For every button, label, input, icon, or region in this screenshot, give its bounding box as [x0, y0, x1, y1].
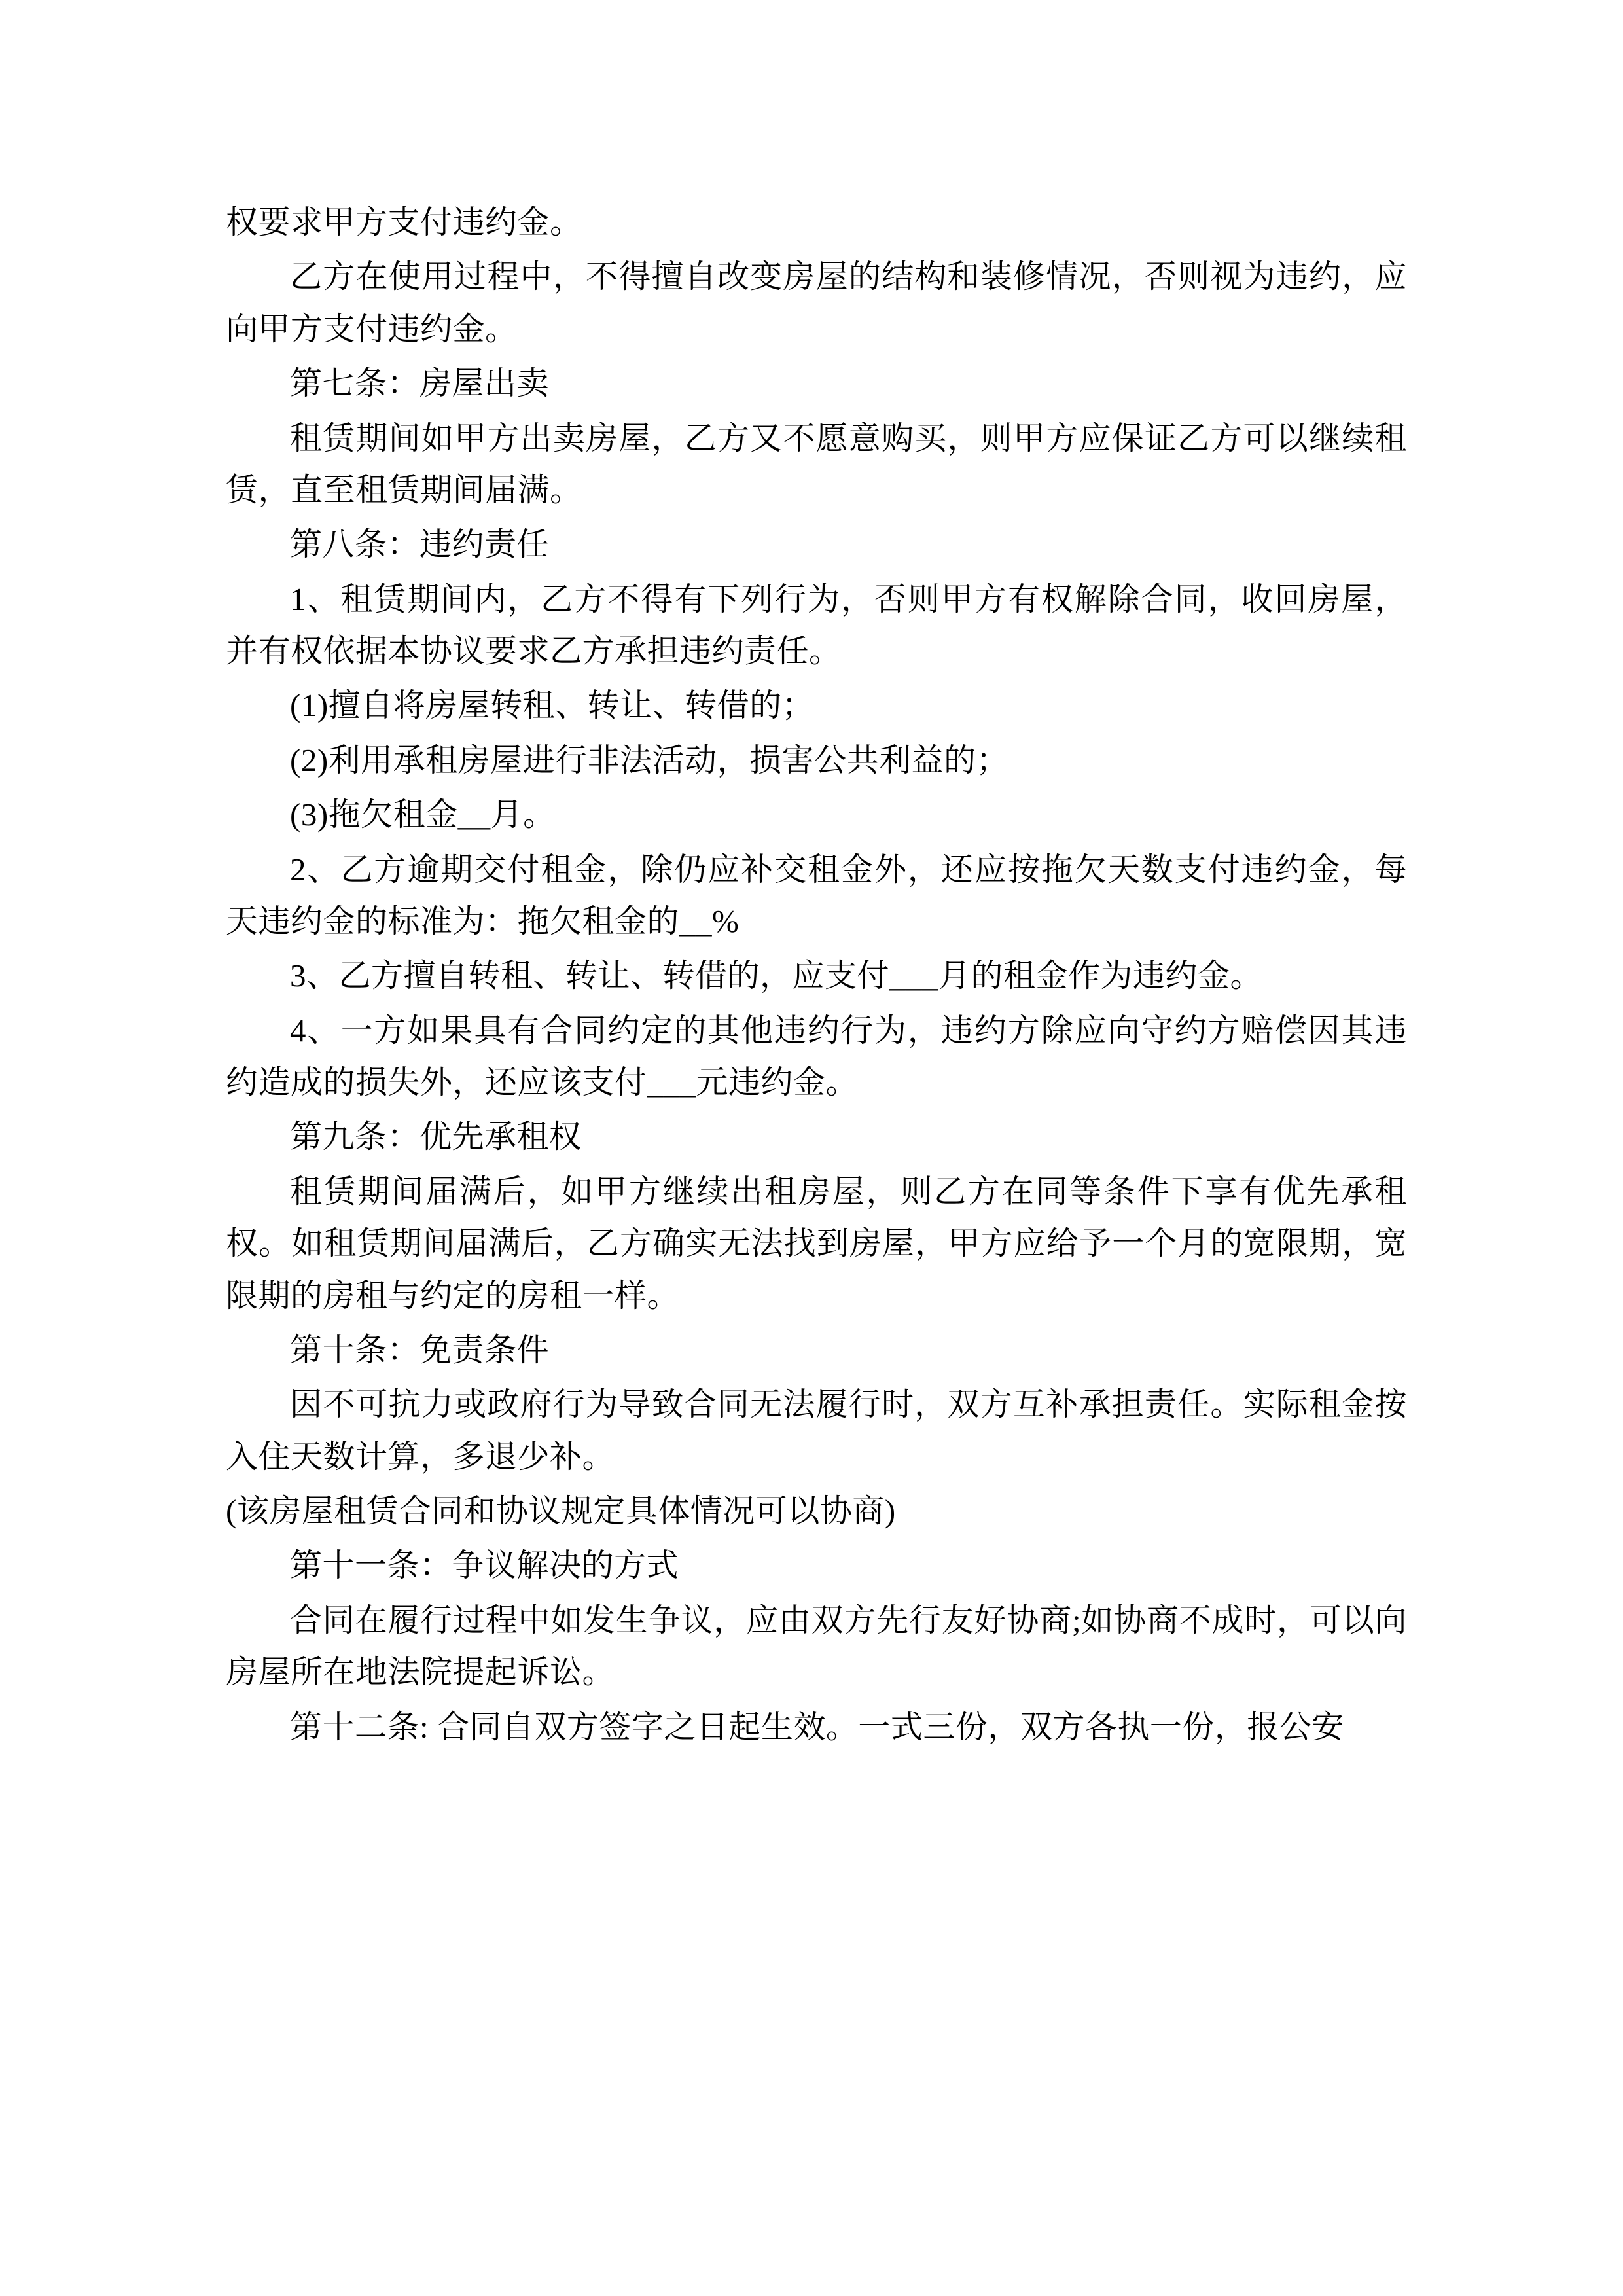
paragraph: 第九条：优先承租权	[290, 1119, 582, 1155]
paragraph: 第十二条: 合同自双方签字之日起生效。一式三份，双方各执一份，报公安	[290, 1708, 1344, 1745]
paragraph: 权要求甲方支付违约金。	[226, 204, 582, 240]
paragraph: (2)利用承租房屋进行非法活动，损害公共利益的；	[290, 742, 1009, 778]
paragraph: 1、租赁期间内，乙方不得有下列行为，否则甲方有权解除合同，收回房屋，并有权依据本协议要求乙方承担违约责任。	[226, 581, 1407, 669]
paragraph: 因不可抗力或政府行为导致合同无法履行时，双方互补承担责任。实际租金按入住天数计算，多退少补。	[226, 1386, 1407, 1475]
paragraph: (1)擅自将房屋转租、转让、转借的；	[290, 687, 815, 724]
paragraph: 第十一条：争议解决的方式	[290, 1547, 679, 1584]
paragraph: 租赁期间届满后，如甲方继续出租房屋，则乙方在同等条件下享有优先承租权。如租赁期间届满后，乙方确实无法找到房屋，甲方应给予一个月的宽限期，宽限期的房租与约定的房租一样。	[226, 1173, 1407, 1314]
paragraph: 乙方在使用过程中，不得擅自改变房屋的结构和装修情况，否则视为违约，应向甲方支付违约金。	[226, 259, 1407, 347]
paragraph: 合同在履行过程中如发生争议，应由双方先行友好协商;如协商不成时，可以向房屋所在地法院提起诉讼。	[226, 1602, 1407, 1691]
paragraph: (3)拖欠租金__月。	[290, 797, 556, 833]
paragraph: (该房屋租赁合同和协议规定具体情况可以协商)	[226, 1493, 896, 1529]
paragraph: 2、乙方逾期交付租金，除仍应补交租金外，还应按拖欠天数支付违约金，每天违约金的标准为：拖欠租金的__%	[226, 851, 1407, 939]
paragraph: 租赁期间如甲方出卖房屋，乙方又不愿意购买，则甲方应保证乙方可以继续租赁，直至租赁期间届满。	[226, 420, 1407, 508]
paragraph: 3、乙方擅自转租、转让、转借的，应支付___月的租金作为违约金。	[290, 958, 1263, 994]
paragraph: 第十条：免责条件	[290, 1331, 550, 1368]
paragraph: 第七条：房屋出卖	[290, 365, 550, 402]
paragraph: 4、一方如果具有合同约定的其他违约行为，违约方除应向守约方赔偿因其违约造成的损失外，还应该支付___元违约金。	[226, 1012, 1407, 1100]
document-body	[226, 196, 1407, 1753]
paragraph: 第八条：违约责任	[290, 526, 550, 563]
